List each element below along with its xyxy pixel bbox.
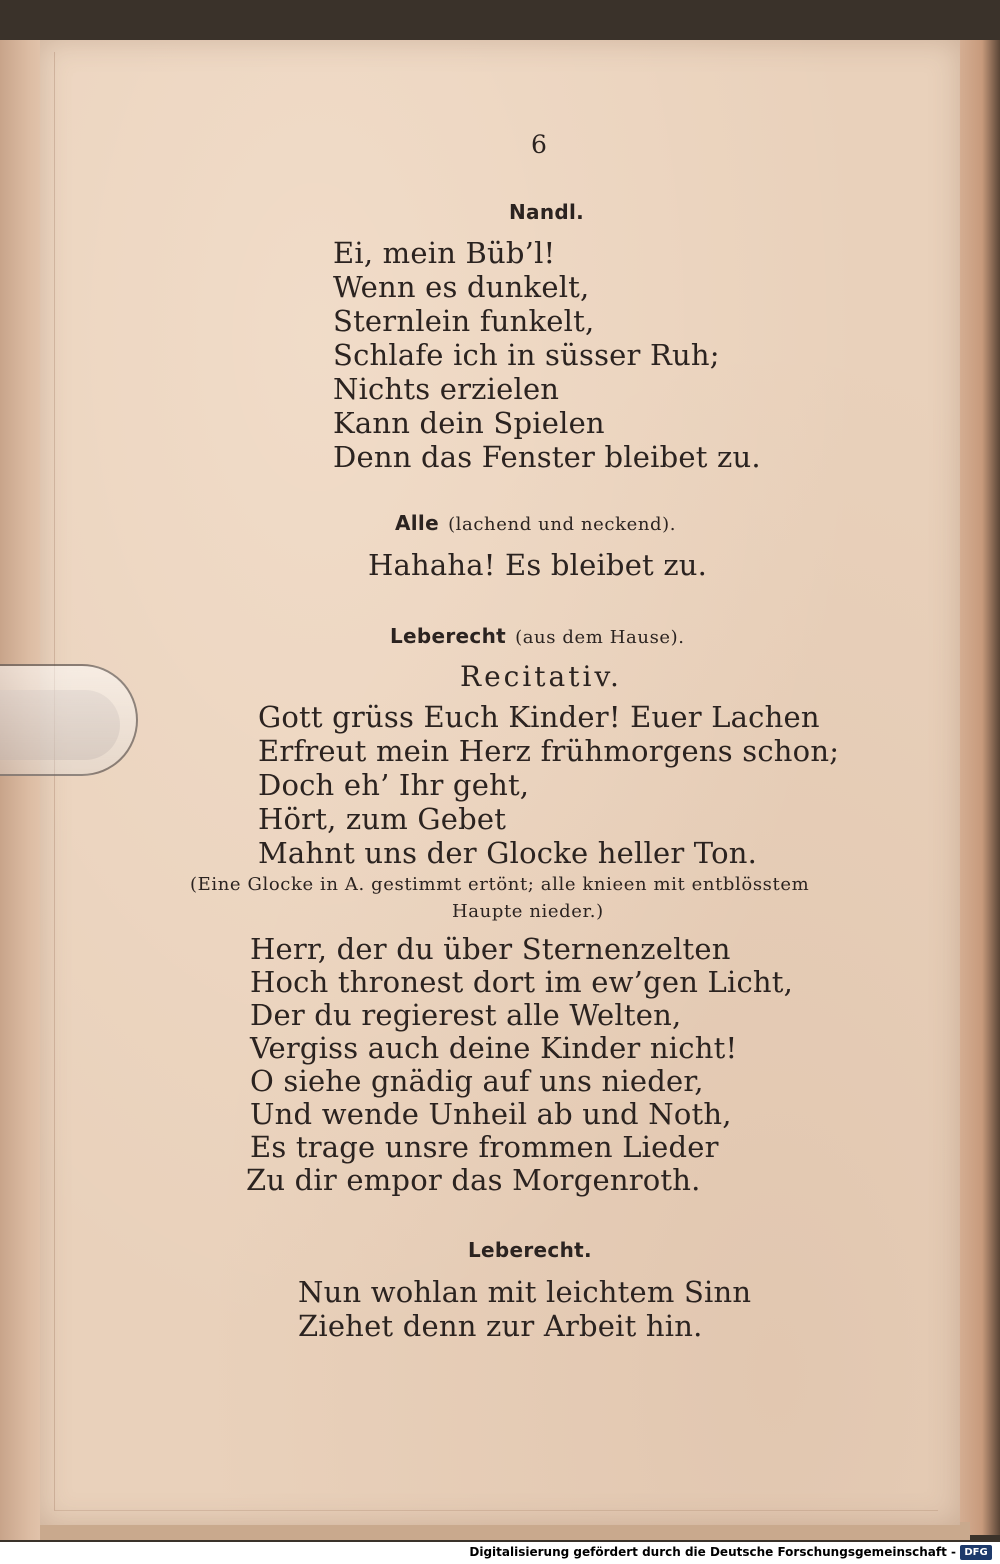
speaker-alle: Alle (395, 511, 439, 535)
verse-line: Kann dein Spielen (333, 406, 605, 440)
speaker-line-leberecht (390, 624, 685, 648)
prayer-line: Zu dir empor das Morgenroth. (246, 1163, 701, 1197)
stage-direction-bell: (Eine Glocke in A. gestimmt ertönt; alle knieen mit entblösstem (190, 874, 810, 895)
prayer-line: Herr, der du über Sternenzelten (250, 932, 731, 966)
prayer-line: Hoch thronest dort im ew’gen Licht, (250, 965, 794, 999)
stage-direction: (lachend und neckend). (448, 514, 677, 535)
prayer-line: Vergiss auch deine Kinder nicht! (250, 1031, 738, 1065)
verse-line: Wenn es dunkelt, (333, 270, 590, 304)
digitization-footer (0, 1542, 1000, 1564)
prayer-line: Der du regierest alle Welten, (250, 998, 682, 1032)
speaker-line-alle (395, 511, 676, 535)
verse-line: Hahaha! Es bleibet zu. (368, 548, 708, 582)
verse-line: Denn das Fenster bleibet zu. (333, 440, 761, 474)
dfg-logo-icon: DFG (960, 1545, 992, 1560)
page-number: 6 (531, 130, 547, 159)
verse-line: Nichts erzielen (333, 372, 560, 406)
right-page-edge (955, 40, 1000, 1535)
verse-line: Ei, mein Büb’l! (333, 236, 556, 270)
prayer-line: O siehe gnädig auf uns nieder, (250, 1064, 704, 1098)
page-clip (0, 664, 138, 776)
verse-line: Gott grüss Euch Kinder! Euer Lachen (258, 700, 820, 734)
verse-line: Schlafe ich in süsser Ruh; (333, 338, 720, 372)
recitativ-heading: Recitativ. (460, 660, 622, 693)
verse-line: Nun wohlan mit leichtem Sinn (298, 1275, 752, 1309)
verse-line: Ziehet denn zur Arbeit hin. (298, 1309, 703, 1343)
speaker-leberecht: Leberecht (390, 624, 506, 648)
verse-line: Erfreut mein Herz frühmorgens schon; (258, 734, 840, 768)
prayer-line: Es trage unsre frommen Lieder (250, 1130, 719, 1164)
stage-direction: (aus dem Hause). (515, 627, 685, 648)
speaker-leberecht-2: Leberecht. (468, 1238, 592, 1262)
prayer-line: Und wende Unheil ab und Noth, (250, 1097, 732, 1131)
verse-line: Mahnt uns der Glocke heller Ton. (258, 836, 758, 870)
footer-credit: Digitalisierung gefördert durch die Deutsche Forschungsgemeinschaft - (469, 1545, 956, 1559)
verse-line: Hört, zum Gebet (258, 802, 507, 836)
stage-direction-bell-cont: Haupte nieder.) (452, 901, 604, 922)
verse-line: Doch eh’ Ihr geht, (258, 768, 530, 802)
speaker-nandl: Nandl. (509, 200, 585, 224)
verse-line: Sternlein funkelt, (333, 304, 595, 338)
